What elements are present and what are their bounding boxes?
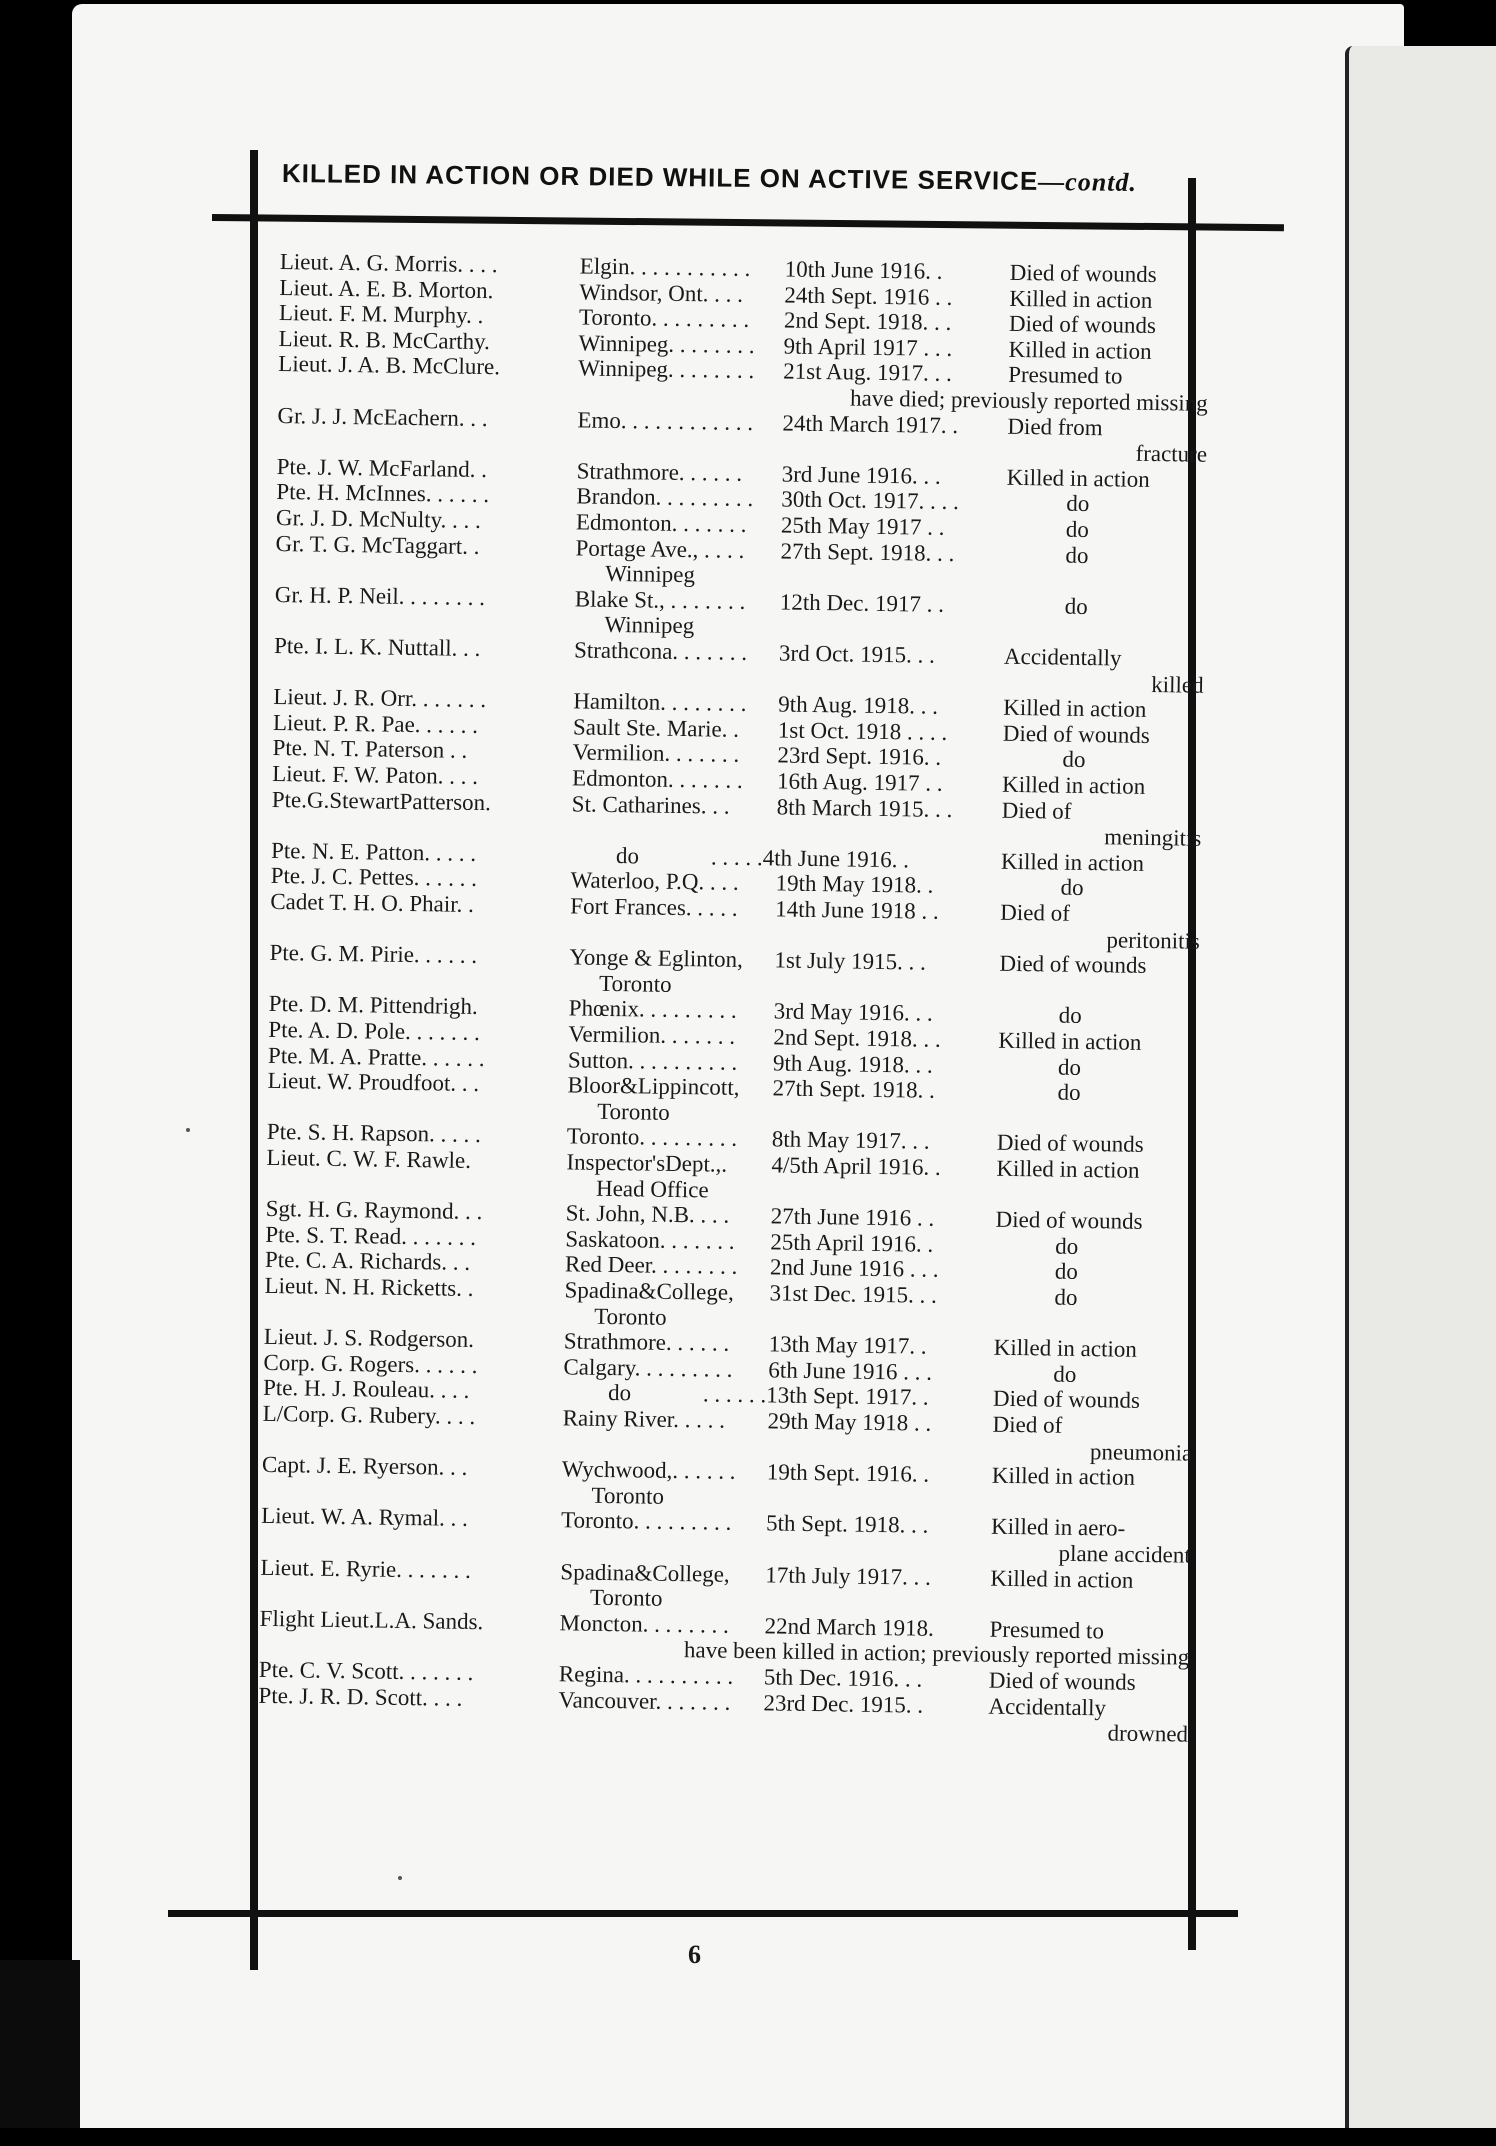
entry-date: 25th April 1916. . — [770, 1229, 934, 1257]
entry-fate: Killed in action — [998, 1027, 1142, 1055]
entry-date: 1st July 1915. . . — [774, 947, 927, 975]
entry-name: Pte. I. L. K. Nuttall. . . — [273, 632, 481, 662]
continuation-text: fracture — [1135, 440, 1208, 467]
entry-fate: do — [1060, 875, 1084, 901]
entry-place: Strathmore. . . . . . — [576, 458, 743, 486]
entry-place: Spadina&College, — [560, 1558, 730, 1587]
entry-name: Lieut. J. R. Orr. . . . . . . — [273, 684, 487, 713]
entry-name: Pte. S. T. Read. . . . . . . — [265, 1221, 477, 1250]
entry-date: 13th May 1917. . — [768, 1331, 927, 1359]
entry-fate: Died of wounds — [996, 1130, 1144, 1158]
entry-fate: Killed in aero- — [990, 1514, 1126, 1542]
entry-date: 9th Aug. 1918. . . — [772, 1049, 933, 1078]
entry-date: 14th June 1918 . . — [775, 896, 939, 924]
entry-place: Regina. . . . . . . . . . — [558, 1661, 734, 1689]
entry-place: Elgin. . . . . . . . . . . — [579, 253, 751, 281]
entry-fate: do — [1054, 1284, 1078, 1310]
entry-date: 1st Oct. 1918 . . . . — [777, 717, 948, 745]
continuation-text: killed — [1151, 671, 1204, 698]
entry-fate: Presumed to — [1008, 362, 1123, 389]
entry-date: 22nd March 1918. — [764, 1613, 935, 1641]
entry-date: 8th May 1917. . . — [771, 1126, 930, 1155]
entry-place: Brandon. . . . . . . . . — [576, 483, 754, 512]
entry-place: do — [607, 1380, 632, 1406]
entry-fate: Killed in action — [990, 1565, 1134, 1593]
entry-fate: do — [1055, 1233, 1079, 1259]
entry-place: Edmonton. . . . . . . — [571, 765, 743, 793]
continuation-text: meningitis — [1104, 824, 1202, 851]
entry-name: Lieut. C. W. F. Rawle. — [266, 1144, 472, 1173]
entry-date: 29th May 1918 . . — [767, 1408, 932, 1436]
entry-place: Toronto. . . . . . . . . — [578, 304, 750, 333]
entry-fate: Killed in action — [1006, 464, 1150, 492]
entry-place: St. John, N.B. . . . — [565, 1200, 730, 1228]
entry-date: 24th March 1917. . — [782, 410, 959, 438]
entry-name: Pte. D. M. Pittendrigh. — [268, 991, 478, 1020]
entry-date: 27th Sept. 1918. . — [772, 1075, 936, 1103]
entry-place: do — [615, 842, 640, 869]
entry-date: 24th Sept. 1916 . . — [784, 282, 953, 310]
place-continuation: Toronto — [591, 1482, 665, 1509]
entry-place: Windsor, Ont. . . . — [579, 279, 744, 307]
entry-fate: do — [1065, 542, 1089, 568]
entry-fate: Killed in action — [1001, 771, 1146, 799]
entry-fate: Killed in action — [993, 1334, 1138, 1363]
entry-place: Calgary. . . . . . . . . — [563, 1354, 733, 1382]
entry-place: Yonge & Eglinton, — [569, 944, 744, 973]
entry-fate: do — [1054, 1259, 1079, 1285]
entry-date: 30th Oct. 1917. . . . — [781, 486, 960, 515]
heading-title: KILLED IN ACTION OR DIED WHILE ON ACTIVE SERVICE — [281, 158, 1039, 196]
entry-place: Toronto. . . . . . . . . — [560, 1507, 732, 1536]
place-continuation: Winnipeg — [605, 561, 696, 588]
entry-name: Gr. T. G. McTaggart. . — [275, 530, 480, 559]
entry-date: 2nd Sept. 1918. . . — [783, 307, 952, 336]
entry-date: . . . . .4th June 1916. . — [710, 844, 910, 873]
entry-date: 5th Sept. 1918. . . — [765, 1510, 929, 1539]
entry-date: 3rd Oct. 1915. . . — [778, 640, 936, 668]
entry-date: 27th June 1916 . . — [770, 1203, 935, 1231]
entry-place: Vermilion. . . . . . . — [568, 1021, 736, 1049]
continuation-text: pneumonia — [1089, 1438, 1193, 1466]
entry-place: Winnipeg. . . . . . . . — [578, 355, 755, 384]
entry-date: 4/5th April 1916. . — [771, 1152, 941, 1180]
place-continuation: Toronto — [598, 970, 672, 997]
entry-fate: Killed in action — [991, 1462, 1136, 1491]
entry-place: Spadina&College, — [564, 1277, 735, 1305]
entry-name: Gr. J. J. McEachern. . . — [277, 402, 488, 431]
entry-date: 3rd May 1916. . . — [773, 998, 933, 1027]
entry-name: Lieut. A. G. Morris. . . . — [279, 248, 498, 278]
entry-name: Pte. N. T. Paterson . . — [272, 735, 468, 764]
entry-date: 23rd Dec. 1915. . — [763, 1689, 924, 1718]
entry-date: 8th March 1915. . . — [776, 794, 953, 822]
entry-name: Lieut. W. A. Rymal. . . — [261, 1503, 469, 1532]
entry-date: 19th Sept. 1916. . — [766, 1459, 930, 1487]
entry-name: Lieut. F. M. Murphy. . — [278, 300, 484, 329]
entry-name: Lieut. J. A. B. McClure. — [278, 351, 501, 380]
entry-name: Capt. J. E. Ryerson. . . — [261, 1452, 468, 1481]
entry-name: Pte. J. W. McFarland. . — [276, 453, 488, 482]
entry-name: Pte. S. H. Rapson. . . . . — [266, 1119, 482, 1148]
entry-fate: Died from — [1007, 413, 1103, 440]
entry-date: 9th Aug. 1918. . . — [778, 691, 939, 719]
entry-fate: Died of wounds — [995, 1206, 1143, 1235]
entry-place: Strathcona. . . . . . . — [573, 637, 748, 665]
continuation-text: have died; previously reported missing — [849, 385, 1208, 416]
entry-place: Sault Ste. Marie. . — [572, 714, 740, 742]
entry-name: Lieut. E. Ryrie. . . . . . . — [260, 1554, 472, 1583]
entry-fate: Died of wounds — [1008, 311, 1157, 339]
heading-contd: —contd. — [1038, 166, 1138, 197]
entry-fate: do — [1057, 1054, 1082, 1080]
entry-name: L/Corp. G. Rubery. . . . — [262, 1400, 476, 1430]
entry-name: Pte. M. A. Pratte. . . . . . — [267, 1042, 485, 1071]
page-number: 6 — [688, 1940, 701, 1969]
entry-place: Vancouver. . . . . . . — [558, 1686, 731, 1715]
entry-name: Lieut. N. H. Ricketts. . — [264, 1272, 474, 1301]
entry-date: 3rd June 1916. . . — [781, 461, 941, 489]
entry-date: 25th May 1917 . . — [780, 512, 945, 540]
entry-date: 6th June 1916 . . . — [768, 1357, 933, 1385]
entry-place: Emo. . . . . . . . . . . . — [577, 407, 754, 435]
entry-name: Pte. A. D. Pole. . . . . . . — [268, 1016, 481, 1046]
entry-date: 27th Sept. 1918. . . — [780, 538, 955, 566]
entry-date: 2nd June 1916 . . . — [769, 1254, 939, 1283]
entry-fate: Killed in action — [996, 1155, 1140, 1183]
entry-place: Strathmore. . . . . . — [563, 1328, 730, 1356]
entry-place: Wychwood,. . . . . . — [561, 1456, 736, 1485]
entry-place: Inspector'sDept.,. — [566, 1149, 728, 1177]
entry-place: St. Catharines. . . — [571, 790, 730, 819]
entry-place: Winnipeg. . . . . . . . — [578, 330, 755, 358]
entry-date: 23rd Sept. 1916. . — [777, 742, 942, 771]
entry-name: Pte. C. A. Richards. . . — [264, 1247, 471, 1276]
entry-fate: Presumed to — [989, 1616, 1105, 1644]
entry-fate: Killed in action — [1008, 336, 1152, 364]
entry-place: Toronto. . . . . . . . . — [566, 1123, 738, 1152]
entry-place: Fort Frances. . . . . — [570, 893, 738, 921]
entry-fate: Died of wounds — [992, 1386, 1141, 1414]
entry-place: Portage Ave., . . . . — [575, 535, 745, 563]
entry-place: Edmonton. . . . . . . — [575, 509, 747, 537]
entry-name: Pte. J. C. Pettes. . . . . . — [270, 863, 478, 892]
entry-name: Corp. G. Rogers. . . . . . — [263, 1349, 478, 1378]
entry-fate: do — [1057, 1079, 1081, 1106]
entry-fate: Died of — [1001, 797, 1072, 824]
entry-place: Sutton. . . . . . . . . . — [567, 1046, 738, 1075]
entry-name: Pte.G.StewartPatterson. — [271, 786, 492, 815]
continuation-text: plane accident — [1058, 1540, 1191, 1568]
entry-name: Flight Lieut.L.A. Sands. — [259, 1605, 484, 1634]
entry-place: Blake St., . . . . . . . — [574, 586, 746, 614]
entry-name: Gr. J. D. McNulty. . . . — [275, 504, 482, 534]
entry-date: 10th June 1916. . — [784, 256, 943, 284]
entry-date: 16th Aug. 1917 . . — [776, 768, 943, 796]
entry-name: Pte. H. McInnes. . . . . . — [276, 479, 490, 508]
entry-date: 9th April 1917 . . . — [783, 333, 953, 361]
entry-name: Pte. J. R. D. Scott. . . . — [258, 1682, 463, 1711]
entry-date: 17th July 1917. . . — [765, 1561, 932, 1590]
entry-fate: do — [1058, 1003, 1082, 1029]
entry-fate: do — [1064, 593, 1088, 619]
entry-place: Red Deer. . . . . . . . — [564, 1251, 738, 1280]
place-continuation: Winnipeg — [604, 612, 695, 639]
entry-place: Waterloo, P.Q. . . . — [570, 867, 739, 896]
entry-name: Pte. N. E. Patton. . . . . — [270, 837, 477, 866]
continuation-text: peritonitis — [1106, 926, 1201, 954]
entry-name: Cadet T. H. O. Phair. . — [270, 888, 475, 917]
entry-name: Lieut. W. Proudfoot. . . — [267, 1068, 480, 1097]
entry-fate: Died of wounds — [999, 950, 1147, 979]
entry-name: Lieut. A. E. B. Morton. — [279, 274, 494, 303]
continuation-text: drowned — [1107, 1720, 1189, 1747]
entry-name: Lieut. P. R. Pae. . . . . . — [272, 709, 479, 738]
entry-name: Gr. H. P. Neil. . . . . . . . — [274, 581, 486, 610]
entry-fate: Killed in action — [1003, 694, 1147, 723]
speck — [398, 1876, 402, 1880]
entry-date: 31st Dec. 1915. . . — [769, 1280, 938, 1308]
entry-name: Pte. G. M. Pirie. . . . . . — [269, 940, 478, 969]
place-continuation: Toronto — [597, 1098, 670, 1125]
entry-fate: Killed in action — [1009, 285, 1153, 313]
entry-name: Sgt. H. G. Raymond. . . — [265, 1196, 483, 1225]
entry-fate: do — [1066, 491, 1090, 517]
entry-place: Saskatoon. . . . . . . — [565, 1226, 735, 1254]
entry-fate: Killed in action — [1000, 848, 1145, 876]
entry-place: Vermilion. . . . . . . — [572, 739, 740, 768]
entry-name: Pte. H. J. Rouleau. . . . — [262, 1375, 470, 1404]
entry-date: 12th Dec. 1917 . . — [779, 589, 945, 617]
entry-place: Phœnix. . . . . . . . . — [568, 995, 737, 1024]
entry-date: 21st Aug. 1917. . . — [783, 358, 953, 387]
entry-fate: do — [1065, 516, 1090, 543]
entry-date: 5th Dec. 1916. . . — [763, 1664, 923, 1692]
entry-fate: Died of wounds — [1009, 259, 1157, 288]
place-continuation: Toronto — [594, 1303, 667, 1330]
entry-fate: Accidentally — [988, 1693, 1107, 1721]
entry-date: 2nd Sept. 1918. . . — [773, 1024, 941, 1052]
place-continuation: Toronto — [589, 1584, 663, 1612]
entry-date: 19th May 1918. . — [775, 870, 934, 899]
entry-fate: Died of wounds — [1002, 720, 1150, 748]
entry-fate: do — [1062, 747, 1086, 773]
entry-place: Moncton. . . . . . . . — [559, 1610, 730, 1638]
entry-name: Lieut. F. W. Paton. . . . — [272, 760, 479, 789]
entry-place: Hamilton. . . . . . . . — [573, 688, 747, 717]
place-continuation: Head Office — [595, 1175, 709, 1203]
entry-fate: Died of wounds — [988, 1667, 1136, 1695]
entry-fate: Died of — [1000, 899, 1071, 926]
entry-fate: Accidentally — [1003, 643, 1122, 671]
speck — [186, 1128, 190, 1132]
entry-date: . . . . . .13th Sept. 1917. . — [702, 1381, 929, 1411]
continuation-text: have been killed in action; previously reported missing — [683, 1637, 1190, 1671]
entry-fate: Died of — [992, 1411, 1063, 1438]
entry-name: Lieut. J. S. Rodgerson. — [263, 1324, 475, 1353]
entry-place: Rainy River. . . . . — [562, 1405, 726, 1433]
entry-place: Bloor&Lippincott, — [567, 1072, 740, 1101]
entry-name: Lieut. R. B. McCarthy. — [278, 325, 491, 354]
entry-name: Pte. C. V. Scott. . . . . . . — [258, 1656, 474, 1686]
entry-fate: do — [1053, 1361, 1077, 1387]
